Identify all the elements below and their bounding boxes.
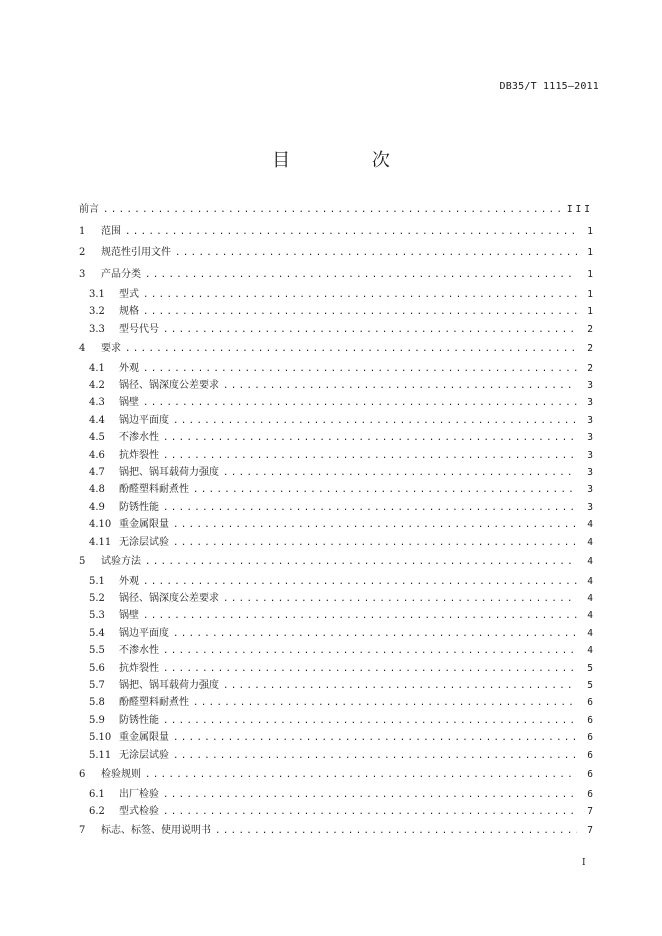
- toc-entry-page: 3: [587, 501, 593, 513]
- toc-entry-page: 4: [587, 555, 593, 567]
- toc-entry-title: 抗炸裂性: [119, 449, 159, 461]
- toc-entry-number: 4.7: [89, 466, 105, 478]
- toc-entry-page: 4: [587, 536, 593, 548]
- toc-leader-dots: [175, 243, 577, 265]
- toc-entry-number: 6.2: [89, 805, 105, 817]
- toc-entry-page: 4: [587, 575, 593, 587]
- toc-leader-dots: [163, 804, 577, 821]
- toc-entry-page: 6: [587, 714, 593, 726]
- toc-entry[interactable]: [79, 677, 593, 694]
- toc-leader-dots: [143, 361, 577, 378]
- toc-entry-page: 6: [587, 749, 593, 761]
- toc-entry-title: 酚醛塑料耐煮性: [119, 697, 189, 709]
- toc-entry-number: 1: [79, 225, 86, 237]
- toc-leader-dots: [163, 661, 577, 678]
- toc-leader-dots: [163, 643, 577, 660]
- toc-entry-page: 6: [587, 732, 593, 744]
- toc-entry-title: 锅径、锅深度公差要求: [119, 592, 219, 604]
- toc-entry-number: 3.2: [89, 306, 105, 318]
- toc-entry[interactable]: [79, 820, 593, 842]
- toc-leader-dots: [223, 465, 577, 482]
- toc-entry-page: 1: [587, 269, 593, 281]
- toc-entry-number: 5.10: [89, 732, 112, 744]
- toc-entry[interactable]: [79, 199, 593, 221]
- toc-leader-dots: [145, 552, 577, 574]
- toc-entry-title: 型号代号: [119, 323, 159, 335]
- toc-entry-title: 锅边平面度: [119, 414, 169, 426]
- toc-entry[interactable]: [79, 429, 593, 446]
- toc-leader-dots: [125, 339, 577, 361]
- toc-entry[interactable]: [79, 764, 593, 786]
- toc-entry[interactable]: [79, 286, 593, 303]
- toc-leader-dots: [163, 322, 577, 339]
- toc-entry-number: 6.1: [89, 788, 105, 800]
- document-code: DB35/T 1115—2011: [499, 81, 599, 92]
- toc-entry[interactable]: [79, 264, 593, 286]
- toc-entry-title: 锅边平面度: [119, 627, 169, 639]
- toc-entry[interactable]: [79, 642, 593, 659]
- toc-leader-dots: [163, 448, 577, 465]
- toc-entry-page: 3: [587, 449, 593, 461]
- toc-leader-dots: [223, 378, 577, 395]
- toc-entry[interactable]: [79, 464, 593, 481]
- toc-entry[interactable]: [79, 694, 593, 711]
- toc-entry-number: 5.11: [89, 749, 112, 761]
- toc-entry-number: 5.2: [89, 592, 105, 604]
- toc-entry-page: 2: [587, 342, 593, 354]
- toc-entry-number: 5.8: [89, 697, 105, 709]
- toc-entry-title: 标志、标签、使用说明书: [101, 825, 211, 837]
- toc-entry-page: 5: [587, 662, 593, 674]
- toc-entry[interactable]: [79, 712, 593, 729]
- toc-leader-dots: [145, 765, 577, 787]
- toc-leader-dots: [223, 678, 577, 695]
- toc-leader-dots: [143, 395, 577, 412]
- toc-entry-title: 不渗水性: [119, 432, 159, 444]
- toc-entry[interactable]: [79, 360, 593, 377]
- toc-entry-page: 6: [587, 768, 593, 780]
- toc-entry-number: 4.5: [89, 432, 105, 444]
- toc-entry-page: 4: [587, 610, 593, 622]
- toc-entry-number: 4: [79, 342, 86, 354]
- toc-entry[interactable]: [79, 242, 593, 264]
- toc-entry-number: 4.1: [89, 362, 105, 374]
- toc-entry[interactable]: [79, 481, 593, 498]
- toc-entry-number: 4.4: [89, 414, 105, 426]
- page-title: 目 次: [272, 150, 428, 171]
- toc-entry-page: 1: [587, 288, 593, 300]
- toc-entry-page: 4: [587, 592, 593, 604]
- toc-entry-title: 不渗水性: [119, 645, 159, 657]
- toc-leader-dots: [125, 222, 577, 244]
- toc-leader-dots: [163, 787, 577, 804]
- toc-entry-number: 5.1: [89, 575, 105, 587]
- toc-entry-number: 3.3: [89, 323, 105, 335]
- toc-leader-dots: [145, 265, 577, 287]
- toc-entry-title: 锅把、锅耳载荷力强度: [119, 679, 219, 691]
- toc-entry[interactable]: [79, 660, 593, 677]
- toc-entry-title: 重金属限量: [119, 732, 169, 744]
- toc-entry-title: 锅径、锅深度公差要求: [119, 380, 219, 391]
- toc-entry-title: 型式检验: [119, 805, 159, 817]
- toc-entry-page: 7: [587, 805, 593, 817]
- toc-entry-page: 4: [587, 519, 593, 531]
- toc-entry-title: 锅壁: [119, 610, 139, 622]
- toc-leader-dots: [163, 430, 577, 447]
- toc-entry-title: 防锈性能: [119, 714, 159, 726]
- toc-leader-dots: [193, 695, 577, 712]
- toc-leader-dots: [143, 608, 577, 625]
- toc-leader-dots: [193, 482, 577, 499]
- toc-leader-dots: [143, 574, 577, 591]
- toc-entry-page: 1: [587, 225, 593, 237]
- toc-entry-page: 3: [587, 484, 593, 496]
- toc-entry-page: 3: [587, 380, 593, 391]
- toc-entry[interactable]: [79, 747, 593, 764]
- toc-entry-number: 6: [79, 768, 86, 780]
- toc-leader-dots: [173, 748, 577, 765]
- toc-entry[interactable]: [79, 786, 593, 803]
- toc-entry-number: 5.6: [89, 662, 105, 674]
- toc-leader-dots: [223, 591, 577, 608]
- toc-entry-number: 3: [79, 269, 86, 281]
- toc-entry[interactable]: [79, 338, 593, 360]
- toc-entry-number: 5.4: [89, 627, 105, 639]
- toc-entry[interactable]: [79, 729, 593, 746]
- toc-entry[interactable]: [79, 499, 593, 516]
- toc-entry[interactable]: [79, 221, 593, 243]
- toc-entry[interactable]: [79, 394, 593, 411]
- toc-leader-dots: [173, 517, 577, 534]
- toc-entry-title: 无涂层试验: [119, 536, 169, 548]
- toc-entry-title: 抗炸裂性: [119, 662, 159, 674]
- toc-entry-title: 产品分类: [101, 269, 141, 281]
- toc-entry[interactable]: [79, 573, 593, 590]
- toc-entry-number: 5.9: [89, 714, 105, 726]
- toc-entry-page: 3: [587, 432, 593, 444]
- toc-entry-page: 1: [587, 247, 593, 259]
- toc-entry[interactable]: [79, 321, 593, 338]
- toc-entry-number: 4.3: [89, 397, 105, 409]
- toc-leader-dots: [173, 626, 577, 643]
- footer-page-number: I: [582, 858, 586, 868]
- toc-entry-title: 检验规则: [101, 768, 141, 780]
- toc-entry-title: 要求: [101, 342, 121, 354]
- toc-entry-number: 4.11: [89, 536, 112, 548]
- table-of-contents: [79, 199, 593, 842]
- toc-entry-number: 4.2: [89, 380, 105, 391]
- toc-entry[interactable]: [79, 607, 593, 624]
- toc-leader-dots: [173, 413, 577, 430]
- toc-entry-number: 4.10: [89, 519, 112, 531]
- toc-entry[interactable]: [79, 590, 593, 607]
- toc-entry-number: 4.8: [89, 484, 105, 496]
- toc-entry-number: 4.6: [89, 449, 105, 461]
- toc-entry-title: 试验方法: [101, 555, 141, 567]
- toc-entry[interactable]: [79, 516, 593, 533]
- toc-leader-dots: [143, 287, 577, 304]
- toc-leader-dots: [163, 500, 577, 517]
- toc-entry-title: 酚醛塑料耐煮性: [119, 484, 189, 496]
- toc-entry-number: 7: [79, 825, 86, 837]
- toc-entry[interactable]: [79, 534, 593, 551]
- toc-entry[interactable]: [79, 625, 593, 642]
- toc-entry-number: 2: [79, 247, 86, 259]
- toc-entry-title: 外观: [119, 575, 139, 587]
- toc-leader-dots: [163, 713, 577, 730]
- toc-entry[interactable]: [79, 303, 593, 320]
- toc-entry[interactable]: [79, 412, 593, 429]
- toc-entry-title: 范围: [101, 225, 121, 237]
- toc-entry[interactable]: [79, 377, 593, 394]
- toc-entry[interactable]: [79, 447, 593, 464]
- toc-entry-title: 无涂层试验: [119, 749, 169, 761]
- toc-entry-title: 外观: [119, 362, 139, 374]
- toc-entry-page: 2: [587, 362, 593, 374]
- toc-entry-page: 2: [587, 323, 593, 335]
- toc-entry-page: 3: [587, 466, 593, 478]
- toc-entry-title: 型式: [119, 288, 139, 300]
- toc-entry[interactable]: [79, 803, 593, 820]
- toc-entry-page: 3: [587, 397, 593, 409]
- toc-entry-page: 4: [587, 645, 593, 657]
- toc-entry-number: 5.3: [89, 610, 105, 622]
- toc-entry-page: III: [566, 204, 593, 215]
- toc-entry-page: 5: [587, 679, 593, 691]
- toc-entry-page: 4: [587, 627, 593, 639]
- toc-entry-number: 3.1: [89, 288, 105, 300]
- toc-entry-number: 5.5: [89, 645, 105, 657]
- toc-entry-title: 防锈性能: [119, 501, 159, 513]
- toc-entry-title: 锅把、锅耳载荷力强度: [119, 466, 219, 478]
- toc-entry-number: 5.7: [89, 679, 105, 691]
- toc-entry-number: 4.9: [89, 501, 105, 513]
- toc-entry-page: 6: [587, 788, 593, 800]
- toc-entry-title: 出厂检验: [119, 788, 159, 800]
- toc-leader-dots: [143, 304, 577, 321]
- toc-entry-page: 7: [587, 825, 593, 837]
- toc-entry-title: 规范性引用文件: [101, 247, 171, 259]
- toc-leader-dots: [103, 200, 563, 222]
- toc-entry-title: 前言: [79, 204, 99, 215]
- toc-entry-page: 6: [587, 697, 593, 709]
- toc-leader-dots: [215, 821, 577, 843]
- toc-leader-dots: [173, 730, 577, 747]
- toc-entry-title: 锅壁: [119, 397, 139, 409]
- toc-entry-page: 1: [587, 306, 593, 318]
- toc-entry-number: 5: [79, 555, 86, 567]
- toc-entry-title: 重金属限量: [119, 519, 169, 531]
- toc-entry-title: 规格: [119, 306, 139, 318]
- toc-leader-dots: [173, 535, 577, 552]
- toc-entry[interactable]: [79, 551, 593, 573]
- toc-entry-page: 3: [587, 414, 593, 426]
